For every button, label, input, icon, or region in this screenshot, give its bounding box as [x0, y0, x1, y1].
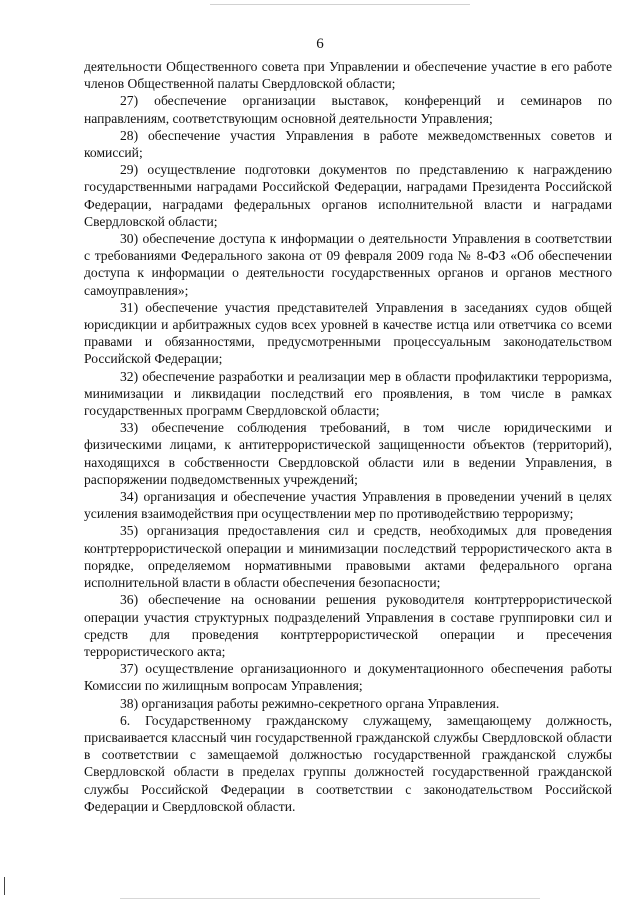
- paragraph-item-28: 28) обеспечение участия Управления в работе межведомственных советов и комиссий;: [84, 127, 612, 161]
- paragraph-item-33: 33) обеспечение соблюдения требований, в том числе юридическими и физическими лицами, к антитеррористической защищенности объектов (территорий), находящихся в собственности Свердловской области или в ведении Управления, в распоряжении подведомственных учреждений;: [84, 420, 612, 487]
- paragraph-item-34: 34) организация и обеспечение участия Управления в проведении учений в целях усиления взаимодействия при осуществлении мер по противодействию терроризму;: [84, 489, 612, 522]
- paragraph-item-37: 37) осуществление организационного и документационного обеспечения работы Комиссии по жилищным вопросам Управления;: [84, 661, 612, 694]
- paragraph: деятельности Общественного совета при Управлении и обеспечение участие в его работе членов Общественной палаты Свердловской области;: [84, 59, 612, 92]
- document-body: [84, 58, 612, 815]
- paragraph-item-35: 35) организация предоставления сил и средств, необходимых для проведения контртеррористической операции и минимизации последствий террористического акта в порядке, определяемом нормативными правовыми актами федерального органа исполнительной власти в области обеспечения безопасности;: [84, 523, 612, 591]
- scan-edge-top: [210, 4, 470, 5]
- paragraph-item-36: 36) обеспечение на основании решения руководителя контртеррористической операции участия структурных подразделений Управления в составе группировки сил и средств для проведения контртеррористической операции и пресечения террористического акта;: [84, 592, 612, 659]
- paragraph-item-30: 30) обеспечение доступа к информации о деятельности Управления в соответствии с требованиями Федерального закона от 09 февраля 2009 года № 8-ФЗ «Об обеспечении доступа к информации о деятельности государственных органов и органов местного самоуправления»;: [84, 231, 612, 298]
- paragraph-item-32: 32) обеспечение разработки и реализации мер в области профилактики терроризма, минимизации и ликвидации последствий его проявления, в том числе в рамках государственных программ Свердловской области;: [84, 368, 612, 419]
- paragraph-item-31: 31) обеспечение участия представителей Управления в заседаниях судов общей юрисдикции и арбитражных судов всех уровней в качестве истца или ответчика со всеми правами и обязанностями, предусмотренными процессуальным законодательством Российской Федерации;: [84, 299, 612, 367]
- scan-edge-bottom: [120, 898, 540, 899]
- paragraph-item-27: 27) обеспечение организации выставок, конференций и семинаров по направлениям, соответствующим основной деятельности Управления;: [84, 93, 612, 126]
- paragraph-section-6: 6. Государственному гражданскому служащему, замещающему должность, присваивается классный чин государственной гражданской службы Свердловской области в соответствии с замещаемой должностью государственной гражданской службы Свердловской области в пределах группы должностей государственной гражданской службы Российской Федерации в соответствии с законодательством Российской Федерации и Свердловской области.: [84, 712, 612, 814]
- page-number: 6: [316, 36, 324, 52]
- margin-mark: [4, 877, 5, 895]
- paragraph-item-29: 29) осуществление подготовки документов по представлению к награждению государственными наградами Российской Федерации, наградами Президента Российской Федерации, наградами федеральных органов исполнительной власти и наградами Свердловской области;: [84, 162, 612, 229]
- paragraph-item-38: 38) организация работы режимно-секретного органа Управления.: [120, 695, 500, 711]
